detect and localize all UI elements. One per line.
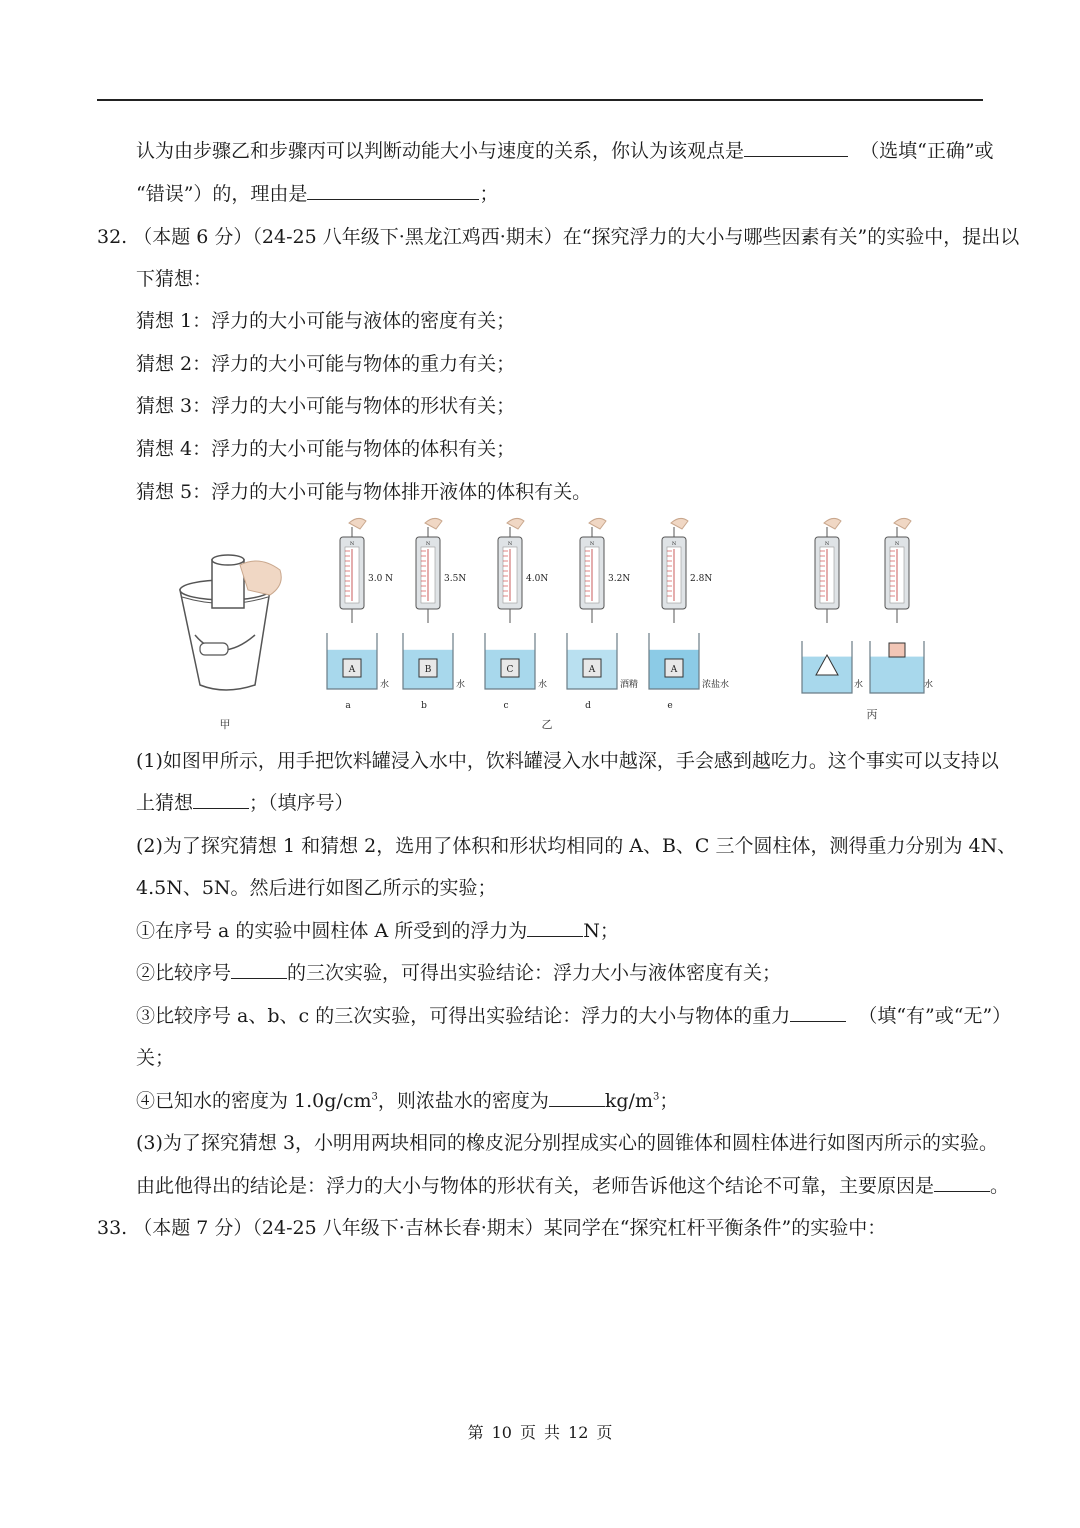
bing-label: 丙 bbox=[866, 708, 878, 721]
sub-question-1: ①在序号 a 的实验中圆柱体 A 所受到的浮力为 N； bbox=[136, 920, 619, 942]
guess-5: 猜想 5：浮力的大小可能与物体排开液体的体积有关。 bbox=[136, 481, 592, 503]
page-total: 12 bbox=[568, 1423, 589, 1442]
scale-unit: N bbox=[349, 541, 355, 547]
bing-setup-cylinder bbox=[870, 518, 933, 693]
scale-reading: 4.0N bbox=[526, 574, 549, 584]
scale-reading: 3.2N bbox=[608, 574, 631, 584]
scale-unit: N bbox=[824, 541, 830, 547]
setup-id: b bbox=[421, 701, 427, 711]
guess-2: 猜想 2：浮力的大小可能与物体的重力有关； bbox=[136, 353, 516, 375]
figure-yi bbox=[327, 518, 729, 711]
jia-label: 甲 bbox=[219, 718, 231, 731]
block-label: A bbox=[670, 665, 678, 675]
question-number: 33. bbox=[97, 1217, 128, 1239]
liquid bbox=[870, 657, 924, 693]
setup-id: d bbox=[585, 701, 591, 711]
liquid-label: 酒精 bbox=[620, 680, 639, 690]
scale-reading: 2.8N bbox=[690, 574, 713, 584]
setup-id: c bbox=[503, 701, 509, 711]
setup-a bbox=[327, 518, 393, 711]
setup-c bbox=[485, 518, 548, 711]
scale-unit: N bbox=[671, 541, 677, 547]
guess-3: 猜想 3：浮力的大小可能与物体的形状有关； bbox=[136, 395, 516, 417]
setup-d bbox=[567, 518, 638, 711]
liquid-label: 水 bbox=[380, 680, 390, 690]
scale-reading: 3.0 N bbox=[368, 574, 394, 584]
text-line: 认为由步骤乙和步骤丙可以判断动能大小与速度的关系，你认为该观点是 （选填“正确”或 bbox=[136, 140, 994, 162]
guess-1: 猜想 1：浮力的大小可能与液体的密度有关； bbox=[136, 310, 516, 332]
answer-blank bbox=[307, 181, 479, 200]
sub-question-4: ④已知水的密度为 $1.0g/cm^3$，则浓盐水的密度为 $kg/m^3$； bbox=[136, 1090, 679, 1112]
figure-bing bbox=[802, 518, 933, 693]
liquid-label: 水 bbox=[924, 680, 934, 690]
scale-unit: N bbox=[589, 541, 595, 547]
answer-blank bbox=[231, 960, 287, 979]
sub-question-2: ②比较序号 的三次实验，可得出实验结论：浮力大小与液体密度有关； bbox=[136, 962, 782, 984]
question-number: 32. bbox=[97, 226, 128, 248]
text-line: 下猜想： bbox=[136, 268, 213, 290]
bing-setup-cone bbox=[802, 518, 863, 693]
liquid-label: 水 bbox=[538, 680, 548, 690]
cylinder-block bbox=[889, 643, 905, 657]
answer-blank bbox=[527, 918, 583, 937]
answer-blank bbox=[934, 1173, 990, 1192]
text-line: 关； bbox=[136, 1047, 175, 1069]
part-3-line: 由此他得出的结论是：浮力的大小与物体的形状有关，老师告诉他这个结论不可靠，主要原因是 。 bbox=[136, 1175, 1010, 1197]
part-2-line: 4.5N、5N。然后进行如图乙所示的实验； bbox=[136, 877, 497, 899]
question-33-line: 33. （本题 7 分）（24-25 八年级下·吉林长春·期末）某同学在“探究杠杆平衡条件”的实验中： bbox=[97, 1217, 887, 1239]
text-line: “错误”）的，理由是 ； bbox=[136, 183, 499, 205]
setup-b bbox=[403, 518, 466, 711]
answer-blank bbox=[193, 790, 249, 809]
block-label: B bbox=[424, 665, 432, 675]
yi-label: 乙 bbox=[541, 718, 553, 731]
setup-e bbox=[649, 518, 729, 711]
scale-unit: N bbox=[894, 541, 900, 547]
page-footer: 第 10 页 共 12 页 bbox=[467, 1423, 613, 1442]
answer-blank bbox=[790, 1003, 846, 1022]
scale-reading: 3.5N bbox=[444, 574, 467, 584]
header-rule bbox=[97, 99, 983, 101]
answer-blank bbox=[744, 138, 848, 157]
part-1-line: 上猜想 ；（填序号） bbox=[136, 792, 354, 814]
setup-id: e bbox=[667, 701, 673, 711]
liquid-label: 水 bbox=[456, 680, 466, 690]
scale-unit: N bbox=[425, 541, 431, 547]
scale-unit: N bbox=[507, 541, 513, 547]
figure-jia bbox=[180, 555, 281, 731]
setup-id: a bbox=[345, 701, 351, 711]
block-label: C bbox=[506, 665, 514, 675]
page-number: 10 bbox=[491, 1423, 512, 1442]
guess-4: 猜想 4：浮力的大小可能与物体的体积有关； bbox=[136, 438, 516, 460]
block-label: A bbox=[588, 665, 596, 675]
block-label: A bbox=[348, 665, 356, 675]
sub-question-3: ③比较序号 a、b、c 的三次实验，可得出实验结论：浮力的大小与物体的重力 （填“有”或“无”） bbox=[136, 1005, 1012, 1027]
part-2-line: (2)为了探究猜想 1 和猜想 2，选用了体积和形状均相同的 A、B、C 三个圆柱体，测得重力分别为 4N、 bbox=[136, 835, 1017, 857]
part-3-line: (3)为了探究猜想 3，小明用两块相同的橡皮泥分别捏成实心的圆锥体和圆柱体进行如图丙所示的实验。 bbox=[136, 1132, 999, 1154]
part-1-line: (1)如图甲所示，用手把饮料罐浸入水中，饮料罐浸入水中越深，手会感到越吃力。这个事实可以支持以 bbox=[136, 750, 999, 772]
liquid-label: 水 bbox=[854, 680, 864, 690]
experiment-figure bbox=[160, 515, 960, 740]
answer-blank bbox=[549, 1088, 605, 1107]
question-32-line: 32. （本题 6 分）（24-25 八年级下·黑龙江鸡西·期末）在“探究浮力的大小与哪些因素有关”的实验中，提出以 bbox=[97, 226, 1020, 248]
liquid-label: 浓盐水 bbox=[702, 680, 730, 690]
